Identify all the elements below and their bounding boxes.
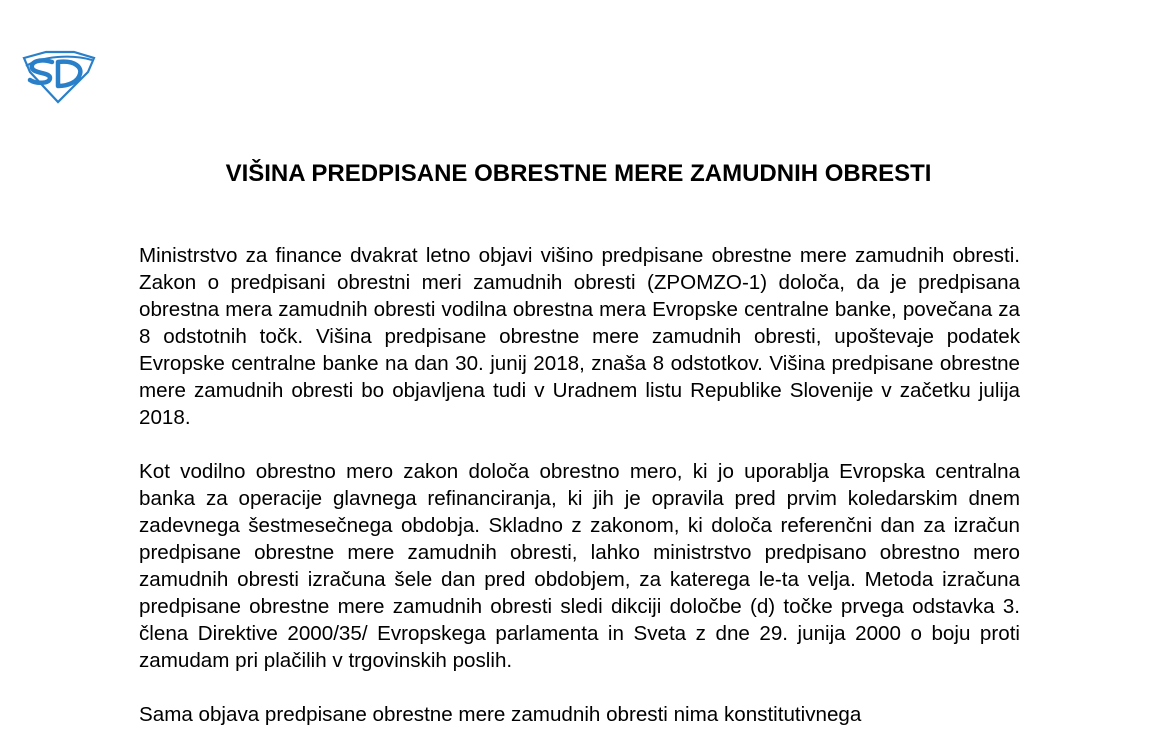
paragraph-2: Kot vodilno obrestno mero zakon določa obrestno mero, ki jo uporablja Evropska centralna banka za operacije glavnega refinanciranja, ki jih je opravila pred prvim koledarskim dnem zadevnega šestmesečnega obdobja. Skladno z zakonom, ki določa referenčni dan za izračun predpisane obrestne mere zamudnih obresti, lahko ministrstvo predpisano obrestno mero zamudnih obresti izračuna šele dan pred obdobjem, za katerega le-ta velja. Metoda izračuna predpisane obrestne mere zamudnih obresti sledi dikciji določbe (d) točke prvega odstavka 3. člena Direktive 2000/35/ Evropskega parlamenta in Sveta z dne 29. junija 2000 o boju proti zamudam pri plačilih v trgovinskih poslih.	[139, 460, 1020, 672]
document-body	[139, 242, 1020, 755]
sd-shield-logo-icon	[22, 50, 96, 104]
document-title: VIŠINA PREDPISANE OBRESTNE MERE ZAMUDNIH OBRESTI	[225, 160, 932, 187]
paragraph-1: Ministrstvo za finance dvakrat letno objavi višino predpisane obrestne mere zamudnih obresti. Zakon o predpisani obrestni meri zamudnih obresti (ZPOMZO-1) določa, da je predpisana obrestna mera zamudnih obresti vodilna obrestna mera Evropske centralne banke, povečana za 8 odstotnih točk. Višina predpisane obrestne mere zamudnih obresti, upoštevaje podatek Evropske centralne banke na dan 30. junij 2018, znaša 8 odstotkov. Višina predpisane obrestne mere zamudnih obresti bo objavljena tudi v Uradnem listu Republike Slovenije v začetku julija 2018.	[139, 244, 1020, 429]
paragraph-3: Sama objava predpisane obrestne mere zamudnih obresti nima konstitutivnega	[139, 703, 862, 726]
